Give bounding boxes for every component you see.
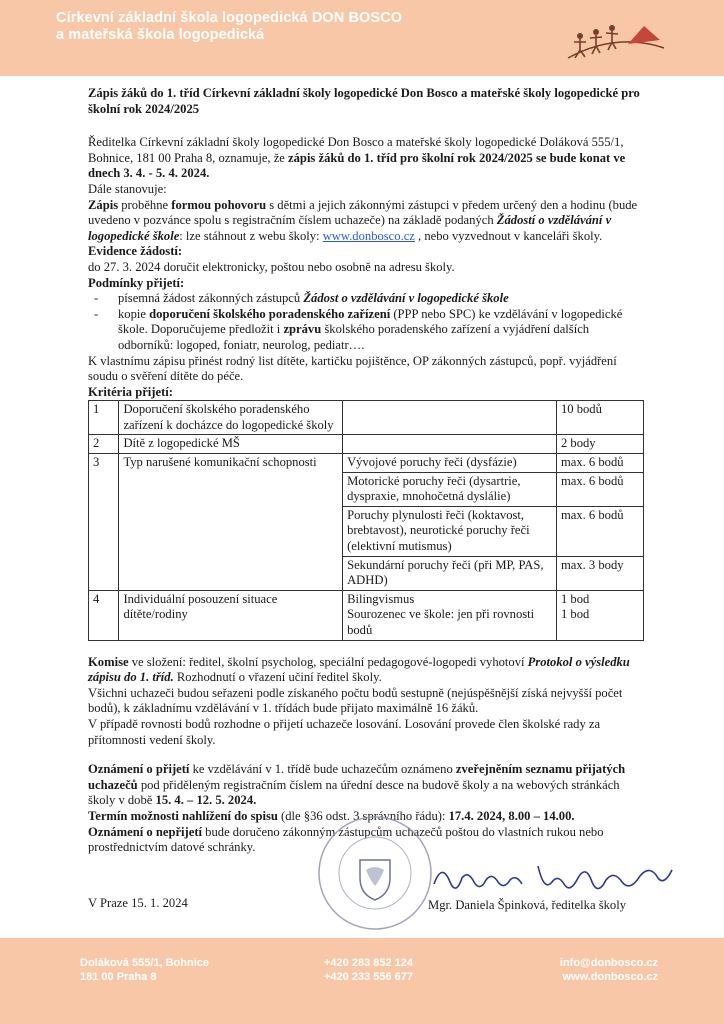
footer-contacts	[560, 956, 658, 984]
criterion-subtype	[343, 590, 557, 640]
announcement-text-2: pod přiděleným registračním číslem na úřední desce na budově školy a na webových stránkách školy v době	[88, 777, 620, 808]
enrolment-text-3: : lze stáhnout z webu školy:	[179, 228, 323, 243]
interview-form: formou pohovoru	[171, 197, 267, 212]
commission-word: Komise	[88, 654, 129, 669]
criterion-subtype-line: Bilingvismus	[347, 591, 415, 606]
criterion-points: max. 6 bodů	[556, 472, 643, 506]
evidence-heading	[88, 244, 644, 260]
tie-paragraph: V případě rovnosti bodů rozhodne o přijetí uchazeče losování. Losování provede člen školské rady za přítomnosti vedení školy.	[88, 716, 601, 747]
school-name-line1: Církevní základní škola logopedická DON BOSCO	[56, 10, 403, 26]
file-inspection-date: 17.4. 2024, 8.00 – 14.00.	[448, 808, 575, 823]
enrolment-paragraph	[88, 198, 644, 245]
criterion-number: 1	[89, 401, 119, 435]
table-row	[89, 590, 644, 640]
criterion-subtype: Motorické poruchy řeči (dysartrie, dyspraxie, mnohočetná dyslálie)	[343, 472, 557, 506]
criteria-heading-text: Kritéria přijetí:	[88, 384, 173, 399]
conditions-list	[88, 291, 644, 353]
document-body	[88, 86, 644, 856]
criterion-name: Typ narušené komunikační schopnosti	[119, 454, 343, 591]
commission-text: ve složení: ředitel, školní psycholog, speciální pedagogové-logopedi vyhotoví	[128, 654, 528, 669]
children-house-logo-icon	[566, 14, 666, 70]
criterion-points: max. 6 bodů	[556, 506, 643, 556]
footer-phones	[324, 956, 413, 984]
criterion-points: max. 6 bodů	[556, 454, 643, 473]
acceptance-notice: Oznámení o přijetí	[88, 762, 190, 777]
criterion-name: Doporučení školského poradenského zařízení k docházce do logopedické školy	[119, 401, 343, 435]
rejection-text: bude doručeno zákonným zástupcům uchazečů poštou do vlastních rukou nebo prostřednictvím datové schránky.	[88, 824, 604, 855]
recommendation-term: doporučení školského poradenského zařízení	[149, 306, 391, 321]
enrolment-text-2: s dětmi a jejich zákonnými zástupci v předem určený den a hodinu (bude uvedeno v pozvánce spolu s registračním číslem uchazeče) na základě podaných	[88, 197, 638, 228]
commission-text-2: Rozhodnutí o vřazení učiní ředitel školy.	[173, 670, 382, 685]
announcement-paragraph	[88, 762, 644, 809]
criteria-heading	[88, 385, 644, 401]
criterion-number: 2	[89, 435, 119, 454]
table-row	[89, 454, 644, 473]
school-website-link[interactable]: www.donbosco.cz	[322, 228, 415, 243]
letterhead-band	[0, 0, 724, 76]
evidence-text: do 27. 3. 2024 doručit elektronicky, poštou nebo osobně na adresu školy.	[88, 259, 455, 274]
condition-text: (PPP nebo SPC) ke vzdělávání v logopedické škole. Doporučujeme předložit i	[118, 306, 623, 337]
criterion-subtype: Poruchy plynulosti řeči (koktavost, brebtavost), neurotické poruchy řeči (elektivní mutismus)	[343, 506, 557, 556]
criterion-name: Dítě z logopedické MŠ	[119, 435, 343, 454]
school-name-line2: a mateřská škola logopedická	[56, 27, 265, 43]
school-stamp-icon	[316, 814, 434, 932]
phone-2: +420 233 556 677	[324, 971, 414, 983]
footer-website[interactable]: www.donbosco.cz	[562, 971, 658, 983]
document-title: Zápis žáků do 1. tříd Církevní základní školy logopedické Don Bosco a mateřské školy logopedické pro školní rok 2024/2025	[88, 86, 640, 116]
criterion-number: 3	[89, 454, 119, 591]
file-inspection-text: (dle §36 odst. 3 správního řádu):	[277, 808, 449, 823]
school-name	[56, 10, 402, 44]
condition-text: kopie	[118, 306, 150, 321]
conditions-heading-text: Podmínky přijetí:	[88, 275, 185, 290]
intro-text: Ředitelka Církevní základní školy logopedické Don Bosco a mateřské školy logopedické Doláková 555/1, Bohnice, 181 00 Praha 8, oznamuje, že	[88, 135, 624, 165]
intro-determines: Dále stanovuje:	[88, 181, 167, 196]
criterion-number: 4	[89, 590, 119, 640]
criterion-points: max. 3 body	[556, 556, 643, 590]
place-date: V Praze 15. 1. 2024	[88, 896, 188, 910]
enrolment-text-4: , nebo vyzvednout v kanceláři školy.	[414, 228, 603, 243]
phone-1: +420 283 852 124	[324, 957, 414, 969]
published-list: zveřejněním seznamu přijatých uchazečů	[88, 762, 626, 792]
application-name: Žádostí o vzdělávání v logopedické škole	[88, 213, 612, 243]
address-line2: 181 00 Praha 8	[80, 971, 157, 983]
criterion-name: Individuální posouzení situace dítěte/rodiny	[119, 590, 343, 640]
footer-address	[80, 956, 209, 984]
enrolment-word: Zápis	[88, 197, 119, 212]
handwritten-signature-icon	[428, 852, 678, 902]
condition-text: písemná žádost zákonných zástupců	[118, 291, 304, 306]
criterion-subtype	[343, 435, 557, 454]
file-inspection-term: Termín možnosti nahlížení do spisu	[88, 808, 278, 823]
criteria-table	[88, 400, 644, 640]
report-term: zprávu	[283, 322, 322, 337]
commission-paragraph	[88, 655, 644, 686]
table-row	[89, 401, 644, 435]
criterion-points	[556, 590, 643, 640]
address-line1: Doláková 555/1, Bohnice	[80, 957, 209, 969]
criterion-subtype	[343, 401, 557, 435]
criterion-points: 2 body	[556, 435, 643, 454]
criterion-points-line: 1 bod	[560, 591, 590, 606]
conditions-heading	[88, 276, 644, 292]
condition-text: školského poradenského zařízení a vyjádření dalších odborníků: logoped, foniatr, neurolog, pediatr….	[118, 322, 590, 352]
protocol-name: Protokol o výsledku zápisu do 1. tříd.	[88, 654, 630, 685]
list-item	[88, 307, 644, 354]
list-item	[88, 291, 644, 307]
criterion-points: 10 bodů	[556, 401, 643, 435]
criterion-subtype-line: Sourozenec ve škole: jen při rovnosti bodů	[347, 607, 535, 637]
footer-email[interactable]: info@donbosco.cz	[559, 957, 658, 969]
signatory-name: Mgr. Daniela Špinková, ředitelka školy	[428, 898, 626, 912]
announcement-text: ke vzdělávání v 1. třídě bude uchazečům oznámeno	[189, 762, 456, 777]
evidence-heading-text: Evidence žádostí:	[88, 244, 183, 259]
enrolment-text: proběhne	[118, 197, 172, 212]
enrolment-dates: zápis žáků do 1. tříd pro školní rok 2024/2025 se bude konat ve dnech 3. 4. - 5. 4. 2024.	[88, 150, 626, 181]
ranking-paragraph: Všichni uchazeči budou seřazeni podle získaného počtu bodů sestupně (nejúspěšnější získá nejvyšší počet bodů), k základnímu vzdělávání v 1. třídách bude přijato maximálně 16 žáků.	[88, 685, 623, 716]
table-row	[89, 435, 644, 454]
publication-dates: 15. 4. – 12. 5. 2024.	[155, 793, 257, 808]
criterion-subtype: Vývojové poruchy řeči (dysfázie)	[343, 454, 557, 473]
rejection-notice: Oznámení o nepřijetí	[88, 824, 203, 839]
footer-band	[0, 938, 724, 1024]
criterion-subtype: Sekundární poruchy řeči (při MP, PAS, ADHD)	[343, 556, 557, 590]
intro-paragraph	[88, 135, 644, 182]
documents-note: K vlastnímu zápisu přinést rodný list dítěte, kartičku pojištěnce, OP zákonných zástupců, popř. vyjádření soudu o svěření dítěte do péče.	[88, 353, 617, 384]
criterion-points-line: 1 bod	[560, 607, 590, 622]
application-name: Žádost o vzdělávání v logopedické škole	[303, 291, 509, 306]
